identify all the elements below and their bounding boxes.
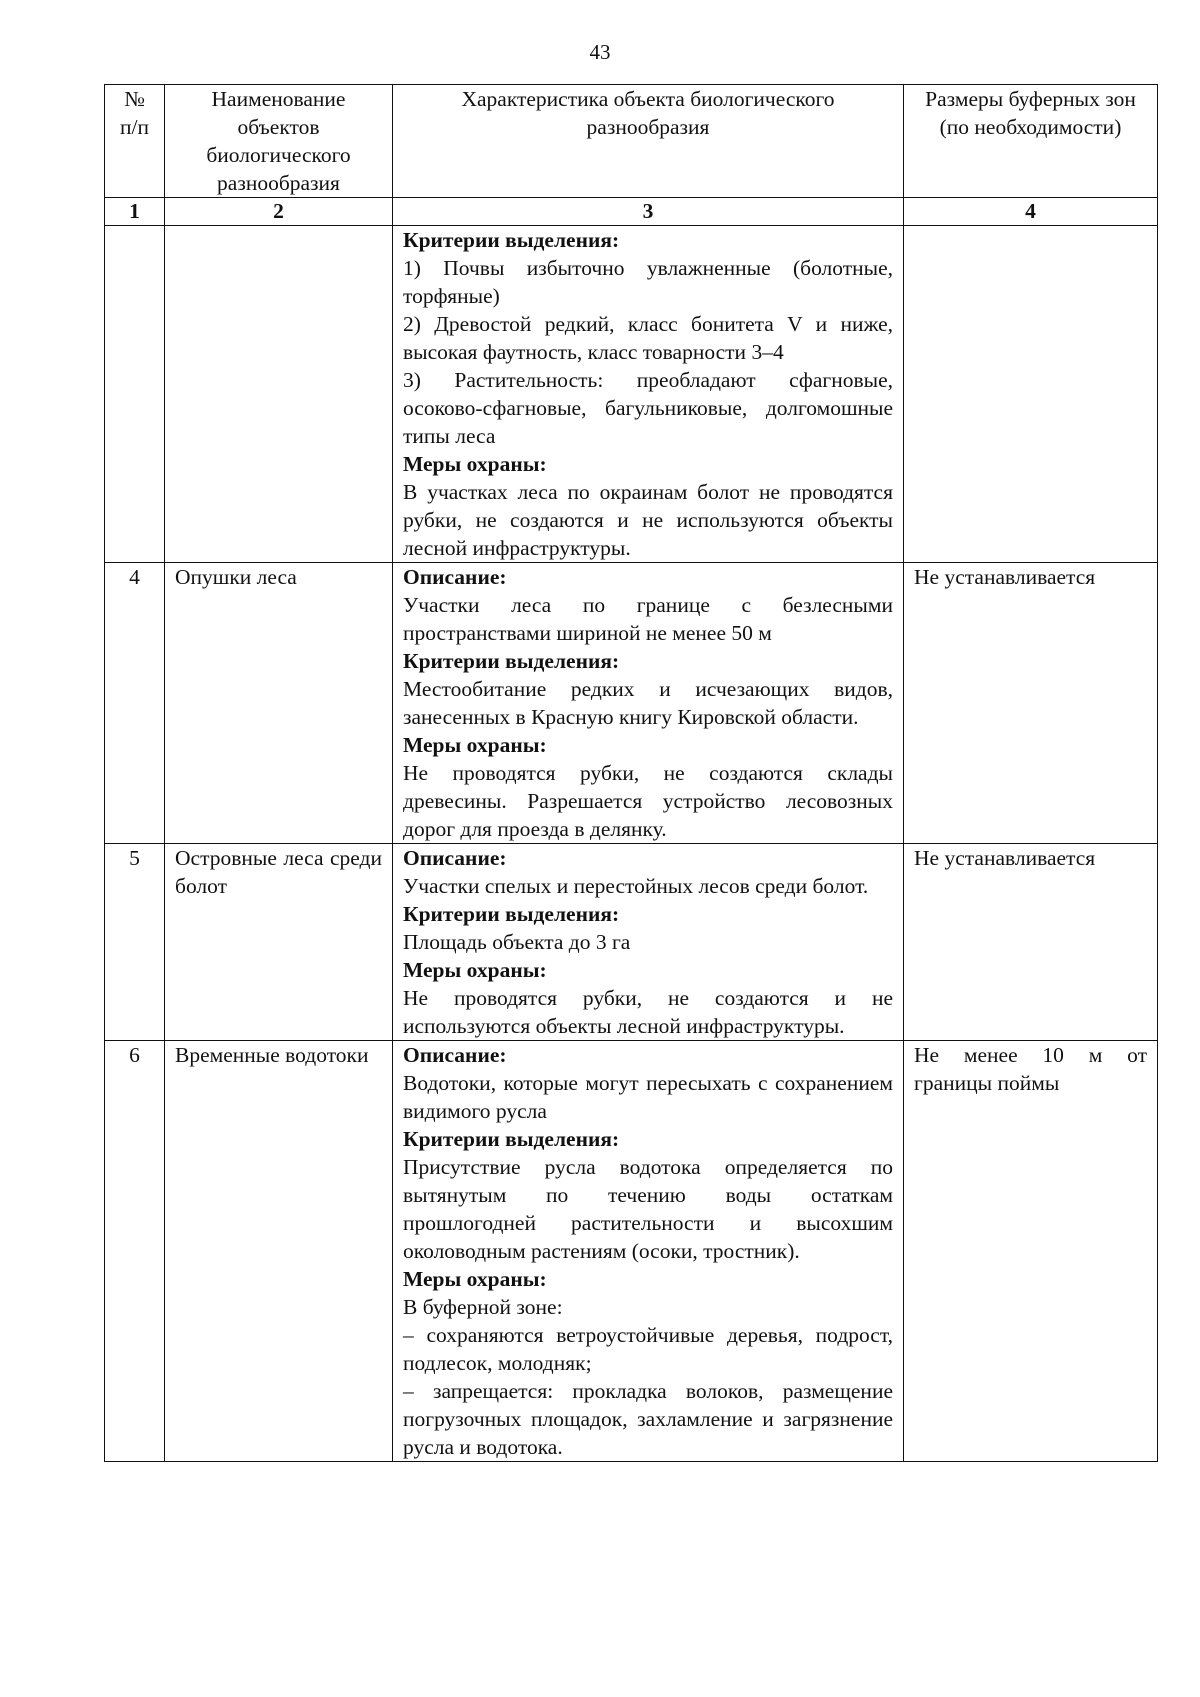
object-description: [393, 844, 904, 1041]
buffer-zone-size: Не менее 10 м от границы поймы: [904, 1041, 1158, 1462]
header-name: Наименование объектов биологического разнообразия: [165, 85, 393, 198]
description-text: В буферной зоне:: [403, 1295, 563, 1319]
description-heading: Описание:: [403, 565, 507, 589]
description-text: Не проводятся рубки, не создаются склады древесины. Разрешается устройство лесовозных дорог для проезда в делянку.: [403, 761, 893, 841]
table-row: [105, 226, 1158, 563]
description-heading: Описание:: [403, 846, 507, 870]
object-name: Островные леса среди болот: [165, 844, 393, 1041]
description-text: Не проводятся рубки, не создаются и не используются объекты лесной инфраструктуры.: [403, 986, 893, 1038]
buffer-zone-size: Не устанавливается: [904, 844, 1158, 1041]
description-text: Участки спелых и перестойных лесов среди болот.: [403, 874, 869, 898]
description-text: Местообитание редких и исчезающих видов, занесенных в Красную книгу Кировской области.: [403, 677, 893, 729]
header-buffer-zone: Размеры буферных зон (по необходимости): [904, 85, 1158, 198]
description-heading: Критерии выделения:: [403, 902, 620, 926]
description-heading: Меры охраны:: [403, 452, 547, 476]
biodiversity-table: [104, 84, 1158, 1462]
description-heading: Меры охраны:: [403, 1267, 547, 1291]
table-row: [105, 844, 1158, 1041]
column-number: 4: [904, 198, 1158, 226]
buffer-zone-size: [904, 226, 1158, 563]
object-name: [165, 226, 393, 563]
description-text: 2) Древостой редкий, класс бонитета V и ниже, высокая фаутность, класс товарности 3–4: [403, 312, 893, 364]
column-number: 3: [393, 198, 904, 226]
table-body: [105, 226, 1158, 1462]
header-row: [105, 85, 1158, 198]
description-list-item: – сохраняются ветроустойчивые деревья, подрост, подлесок, молодняк;: [403, 1323, 893, 1375]
description-text: 3) Растительность: преобладают сфагновые, осоково-сфагновые, багульниковые, долгомошные типы леса: [403, 368, 893, 448]
table-row: [105, 563, 1158, 844]
description-heading: Критерии выделения:: [403, 649, 620, 673]
object-description: [393, 563, 904, 844]
description-text: В участках леса по окраинам болот не проводятся рубки, не создаются и не используются объекты лесной инфраструктуры.: [403, 480, 893, 560]
page-number: 43: [589, 40, 611, 64]
buffer-zone-size: Не устанавливается: [904, 563, 1158, 844]
row-number: 6: [105, 1041, 165, 1462]
row-number: 5: [105, 844, 165, 1041]
description-text: Присутствие русла водотока определяется по вытянутым по течению воды остаткам прошлогодней растительности и высохшим околоводным растениям (осоки, тростник).: [403, 1155, 893, 1263]
row-number: [105, 226, 165, 563]
object-name: Временные водотоки: [165, 1041, 393, 1462]
table-row: [105, 1041, 1158, 1462]
description-text: Водотоки, которые могут пересыхать с сохранением видимого русла: [403, 1071, 893, 1123]
object-name: Опушки леса: [165, 563, 393, 844]
object-description: [393, 226, 904, 563]
description-list-item: – запрещается: прокладка волоков, размещение погрузочных площадок, захламление и загрязнение русла и водотока.: [403, 1379, 893, 1459]
row-number: 4: [105, 563, 165, 844]
description-text: 1) Почвы избыточно увлажненные (болотные, торфяные): [403, 256, 893, 308]
header-characteristic: Характеристика объекта биологического разнообразия: [393, 85, 904, 198]
description-text: Участки леса по границе с безлесными пространствами шириной не менее 50 м: [403, 593, 893, 645]
column-number: 2: [165, 198, 393, 226]
description-text: Площадь объекта до 3 га: [403, 930, 631, 954]
description-heading: Критерии выделения:: [403, 1127, 620, 1151]
description-heading: Меры охраны:: [403, 958, 547, 982]
description-heading: Описание:: [403, 1043, 507, 1067]
object-description: [393, 1041, 904, 1462]
column-number-row: [105, 198, 1158, 226]
column-number: 1: [105, 198, 165, 226]
description-heading: Меры охраны:: [403, 733, 547, 757]
description-heading: Критерии выделения:: [403, 228, 620, 252]
header-num: № п/п: [105, 85, 165, 198]
